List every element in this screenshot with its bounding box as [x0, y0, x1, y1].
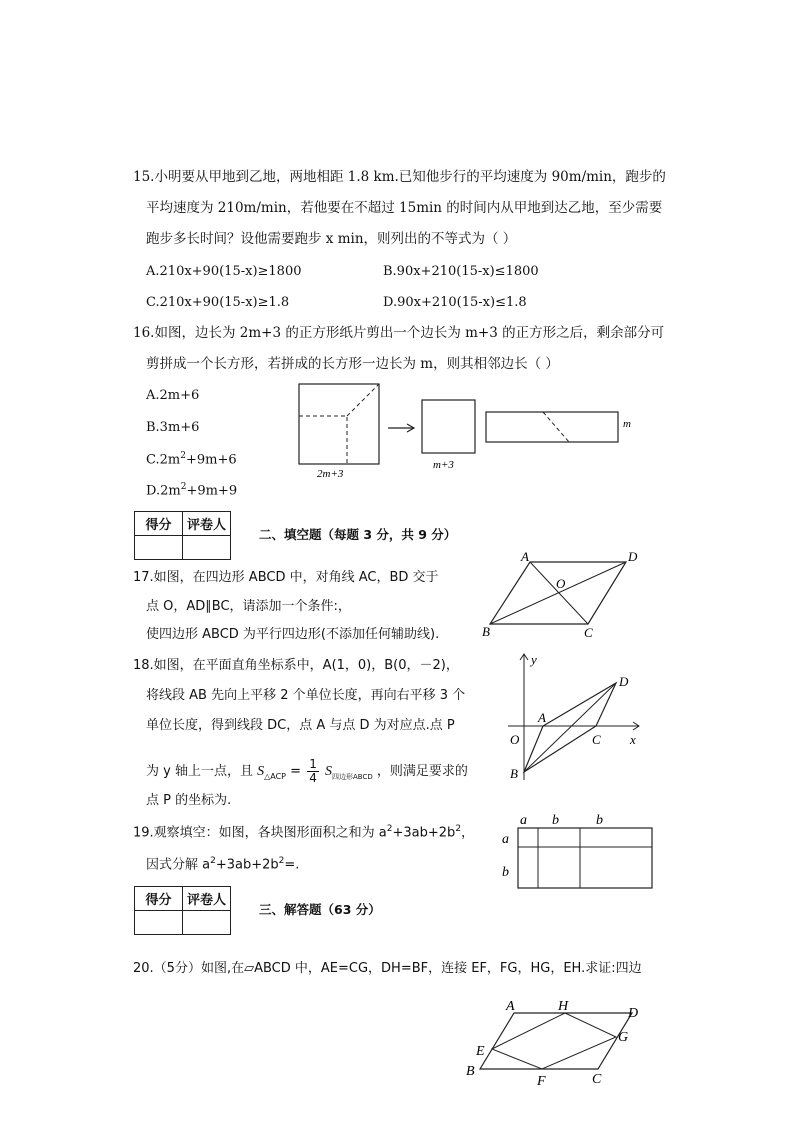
q18-label-a: A — [538, 710, 546, 725]
q16-label-2m3: 2m+3 — [317, 468, 344, 480]
q16-option-c: $C.2m^2+9m+6$ — [146, 451, 237, 468]
q19-figure — [498, 810, 658, 890]
q20-label-f: F — [537, 1074, 546, 1089]
q18-frac-den: 4 — [309, 771, 317, 786]
q17-line1: 17.如图，在四边形 ABCD 中，对角线 AC，BD 交于 — [133, 570, 439, 585]
q17-line2: 点 O，AD∥BC，请添加一个条件:， — [146, 599, 351, 614]
q15-line2: 平均速度为 210m/min，若他要在不超过 15min 的时间内从甲地到达乙地，至少需要 — [146, 200, 663, 216]
q18-label-c: C — [592, 732, 601, 747]
grader-cell[interactable] — [183, 911, 231, 935]
q16-label-m: m — [623, 418, 631, 430]
q18-line4: 为 y 轴上一点，且 $S_{\triangle ACP}$ = $\frac{1}{4}$ $S_{四边形ABCD}$ ，则满足要求的 — [146, 757, 468, 786]
q16-option-d: $D.2m^2+9m+9$ — [146, 482, 238, 499]
q18-label-d: D — [619, 674, 629, 689]
q17-figure — [478, 550, 648, 640]
q19-label-b-top1: b — [552, 813, 559, 828]
q18-label-b: B — [510, 766, 518, 781]
q16-line1: 16.如图，边长为 2m+3 的正方形纸片剪出一个边长为 m+3 的正方形之后，剩余部分可 — [133, 325, 665, 341]
section-3-title: 三、解答题（63 分） — [259, 902, 381, 917]
q20-label-c: C — [592, 1072, 602, 1087]
q15-option-d: D.90x+210(15-x)≤1.8 — [383, 295, 527, 310]
q15-option-c: C.210x+90(15-x)≥1.8 — [146, 295, 290, 310]
score-header: 得分 — [135, 512, 183, 536]
score-box-2 — [134, 886, 231, 935]
q15-option-a: A.210x+90(15-x)≥1800 — [146, 264, 302, 279]
q15-option-b: B.90x+210(15-x)≤1800 — [383, 264, 539, 279]
q16-line2: 剪拼成一个长方形，若拼成的长方形一边长为 m，则其相邻边长（ ） — [146, 356, 559, 372]
q16-figure — [295, 380, 635, 480]
q20-label-e: E — [476, 1044, 485, 1059]
q16-option-b: B.3m+6 — [146, 420, 200, 435]
q17-label-c: C — [584, 625, 593, 640]
q17-label-b: B — [482, 624, 490, 639]
q16-option-a: A.2m+6 — [146, 388, 200, 403]
q20-label-d: D — [628, 1006, 639, 1021]
score-header: 得分 — [135, 887, 183, 911]
grader-cell[interactable] — [183, 536, 231, 560]
score-box-1 — [134, 511, 231, 560]
score-cell[interactable] — [135, 911, 183, 935]
q19-label-b-left: b — [502, 865, 509, 880]
q18-label-y: y — [531, 652, 537, 667]
q20-label-h: H — [558, 999, 569, 1014]
q20-line1: 20.（5分）如图,在▱ABCD 中，AE=CG，DH=BF，连接 EF，FG，HG，EH.求证:四边 — [133, 961, 642, 976]
q18-label-o: O — [510, 732, 520, 747]
q18-line5: 点 P 的坐标为. — [146, 793, 232, 808]
q15-line3: 跑步多长时间？设他需要跑步 x min，则列出的不等式为（ ） — [146, 231, 517, 247]
score-cell[interactable] — [135, 536, 183, 560]
grader-header: 评卷人 — [183, 887, 231, 911]
q20-label-g: G — [618, 1030, 629, 1045]
q19-label-a-left: a — [502, 832, 509, 847]
q20-figure — [462, 993, 652, 1088]
q18-line3: 单位长度，得到线段 DC，点 A 与点 D 为对应点.点 P — [146, 718, 455, 733]
q19-label-b-top2: b — [596, 813, 603, 828]
q20-label-b: B — [466, 1064, 475, 1079]
q18-label-x: x — [630, 732, 636, 747]
q18-figure — [504, 650, 654, 785]
q18-line1: 18.如图，在平面直角坐标系中，A(1，0)，B(0，－2)， — [133, 658, 459, 673]
q19-label-a-top: a — [520, 813, 527, 828]
q18-line2: 将线段 AB 先向上平移 2 个单位长度，再向右平移 3 个 — [146, 688, 466, 703]
q19-line1: 19.观察填空：如图，各块图形面积之和为 $a^2+3ab+2b^2$， — [133, 824, 475, 841]
q17-label-d: D — [628, 549, 638, 564]
q20-label-a: A — [506, 999, 515, 1014]
q17-label-a: A — [521, 549, 529, 564]
q17-label-o: O — [556, 576, 566, 591]
q18-frac-num: 1 — [309, 757, 317, 771]
q17-line3: 使四边形 ABCD 为平行四边形(不添加任何辅助线). — [146, 627, 440, 642]
q19-line2: 因式分解 $a^2+3ab+2b^2=$. — [146, 856, 300, 873]
section-2-title: 二、填空题（每题 3 分，共 9 分） — [259, 527, 457, 542]
q15-line1: 15.小明要从甲地到乙地，两地相距 1.8 km.已知他步行的平均速度为 90m/min，跑步的 — [133, 169, 666, 185]
grader-header: 评卷人 — [183, 512, 231, 536]
q16-label-m3: m+3 — [433, 459, 454, 471]
